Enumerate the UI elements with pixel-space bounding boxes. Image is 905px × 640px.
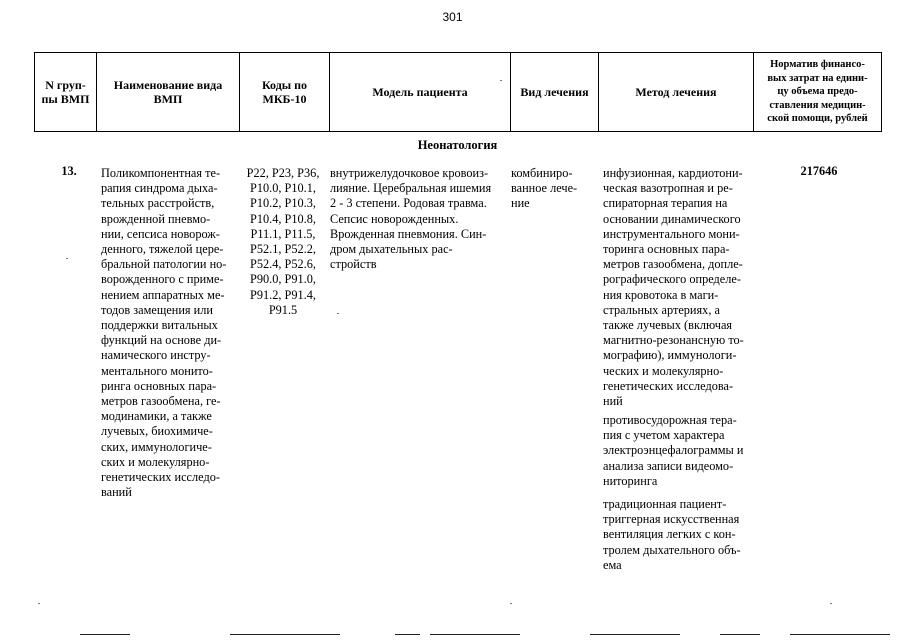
icd-codes: P22, P23, P36, P10.0, P10.1, P10.2, P10.3, P10.4, P10.8, P11.1, P11.5, P52.1, P52.2, P52.4, P52.6, P90.0, P91.0, P91.2, P91.4, P91.5 (246, 166, 320, 317)
header-model: Модель пациента (330, 53, 511, 132)
scan-speck (38, 603, 40, 604)
scan-stroke (80, 634, 130, 635)
scan-speck (510, 603, 512, 604)
scan-stroke (395, 634, 420, 635)
header-codes: Коды по МКБ-10 (240, 53, 330, 132)
header-treatment-type: Вид лечения (511, 53, 599, 132)
cost-standard: 217646 (800, 164, 838, 178)
scan-stroke (590, 634, 680, 635)
treatment-type: комбиниро- ванное лече- ние (511, 166, 578, 211)
treatment-method-2: противосудорожная тера- пия с учетом характера электроэнцефалограммы и анализа записи видеомо- ниторинга (603, 413, 744, 488)
page-number: 301 (442, 10, 463, 24)
group-number: 13. (61, 164, 77, 178)
scan-speck (66, 258, 68, 259)
header-method: Метод лечения (599, 53, 754, 132)
section-title: Неонатология (417, 138, 498, 152)
header-group: N груп- пы ВМП (35, 53, 97, 132)
patient-model: внутрижелудочковое кровоиз- лияние. Церебральная ишемия 2 - 3 степени. Родовая травма. Сепсис новорожденных. Врожденная пневмония. Син- дром дыхательных рас- стройств (330, 166, 492, 272)
treatment-method-3: традиционная пациент- триггерная искусственная вентиляция легких с кон- тролем дыхательного объ- ема (603, 497, 741, 572)
scan-speck (500, 80, 502, 81)
scan-speck (337, 313, 339, 314)
scan-stroke (790, 634, 890, 635)
header-cost: Норматив финансо- вых затрат на едини- цу объема предо- ставления медицин- ской помощи, рублей (754, 53, 882, 132)
header-row (35, 53, 882, 132)
header-table (34, 52, 882, 132)
scan-speck (830, 603, 832, 604)
header-name: Наименование вида ВМП (97, 53, 240, 132)
scan-stroke (720, 634, 760, 635)
treatment-method-1: инфузионная, кардиотони- ческая вазотропная и ре- спираторная терапия на основании динамического инструментального мони- торинга основных пара- метров газообмена, допле- рографического определе- ния кровотока в маги- стральных артериях, а также лучевых (включая магнитно-резонансную то- мографию), иммунологи- ческих и молекулярно- генетических исследова- ний (603, 166, 744, 409)
scan-stroke (230, 634, 340, 635)
vmp-name: Поликомпонентная те- рапия синдрома дыха- тельных расстройств, врожденной пневмо- нии, сепсиса новорож- денного, тяжелой цере- бральной патологии но- ворожденного с приме- нением аппаратных ме- тодов замещения или поддержки витальных функций на основе ди- намического инстру- ментального монито- ринга основных пара- метров газообмена, ге- модинамики, а также лучевых, биохимиче- ских, иммунологиче- ских и молекулярно- генетических исследо- ваний (101, 166, 227, 500)
scan-stroke (430, 634, 520, 635)
